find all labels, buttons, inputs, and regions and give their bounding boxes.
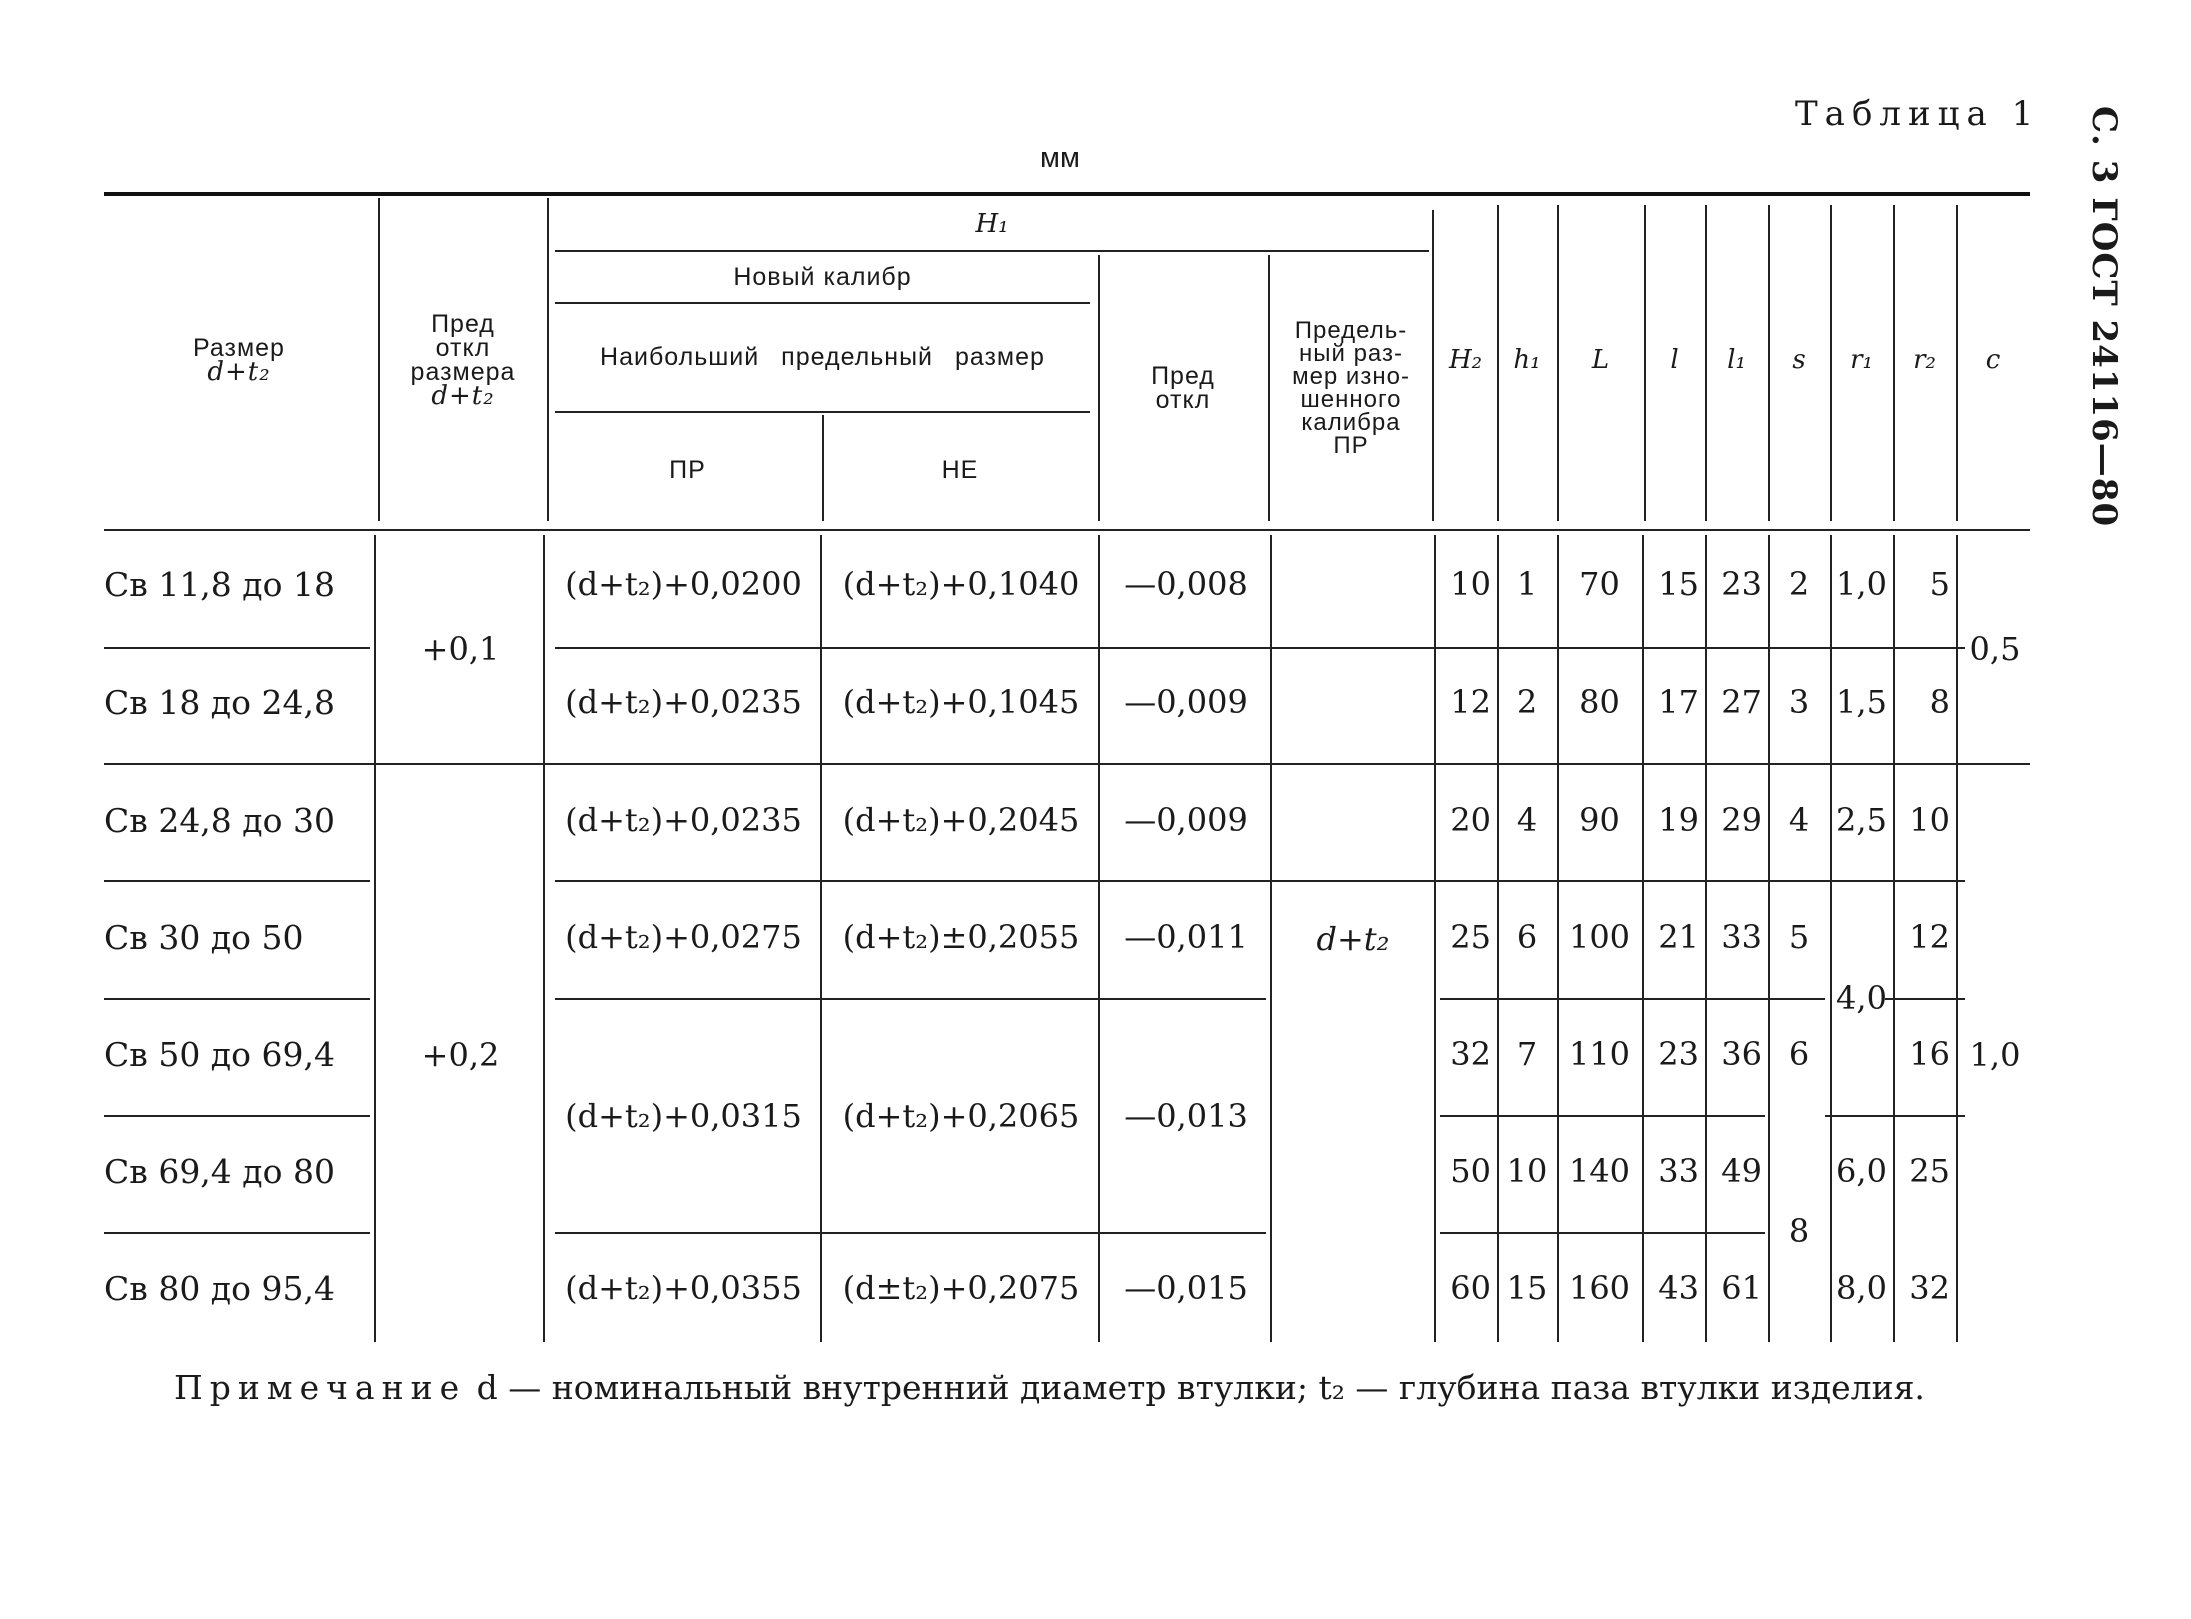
H2-cell: 25 — [1450, 918, 1491, 956]
l-cell: 17 — [1658, 683, 1699, 721]
header-size-symbol: d+t₂ — [207, 357, 271, 387]
side-header — [2084, 106, 2132, 528]
header-dev-symbol: d+t₂ — [431, 381, 495, 411]
header-ne: НЕ — [941, 456, 979, 484]
row-label: Св 24,8 до 30 — [104, 800, 335, 840]
l1-cell: 23 — [1721, 565, 1762, 603]
header-max-limit: Наибольший предельный размер — [600, 343, 1045, 371]
table-caption: Таблица 1 — [1795, 94, 2041, 134]
header-worn-line5: калибра — [1301, 408, 1401, 436]
s-cell: 4 — [1788, 801, 1810, 839]
row-rule — [555, 880, 1965, 882]
l1-cell: 27 — [1721, 683, 1762, 721]
header-pred-dev — [1100, 255, 1266, 520]
l1-cell: 36 — [1721, 1035, 1762, 1073]
header-h1: H₁ — [975, 209, 1009, 239]
table-note — [174, 1368, 1925, 1407]
H2-cell: 50 — [1450, 1152, 1491, 1190]
row-rule — [1440, 1232, 1765, 1234]
h1-cell: 2 — [1516, 683, 1538, 721]
header-worn-gauge — [1272, 255, 1430, 520]
header-s: s — [1792, 345, 1806, 375]
c-cell-merged-2: 1,0 — [1969, 1035, 2021, 1074]
rule-under-h1 — [555, 250, 1429, 252]
ne-cell: (d+t₂)±0,2055 — [842, 918, 1080, 956]
header-pred-line2: откл — [1155, 385, 1211, 414]
s-cell: 2 — [1788, 565, 1810, 603]
row-label: Св 50 до 69,4 — [104, 1034, 335, 1074]
l-cell: 19 — [1658, 801, 1699, 839]
row-rule — [555, 1232, 1266, 1234]
header-pred-line1: Пред — [1151, 361, 1215, 390]
dev-cell: —0,015 — [1124, 1269, 1248, 1307]
header-H2: H₂ — [1448, 345, 1483, 375]
pr-cell: (d+t₂)+0,0200 — [565, 565, 802, 603]
ne-cell: (d+t₂)+0,1040 — [842, 565, 1080, 603]
r2-cell: 25 — [1909, 1152, 1950, 1190]
r2-cell: 10 — [1909, 801, 1950, 839]
table-top-rule — [104, 192, 2030, 196]
header-size-label: Размер — [193, 334, 285, 362]
s-cell-merged: 8 — [1788, 1211, 1810, 1250]
r1-cell-merged: 4,0 — [1836, 978, 1887, 1017]
l-cell: 15 — [1658, 565, 1699, 603]
row-label: Св 18 до 24,8 — [104, 682, 335, 722]
L-cell: 70 — [1579, 565, 1620, 603]
dev-cell: —0,009 — [1124, 683, 1248, 721]
r1-cell: 1,5 — [1836, 683, 1887, 721]
h1-cell: 1 — [1516, 565, 1538, 603]
dev-cell: —0,008 — [1124, 565, 1248, 603]
row-label: Св 30 до 50 — [104, 917, 304, 957]
row-rule — [555, 647, 1965, 649]
header-dev-line3: размера — [410, 358, 516, 386]
header-pr: ПР — [669, 456, 706, 484]
side-header-text: С. 3 ГОСТ 24116—80 — [2084, 106, 2124, 528]
ne-cell: (d+t₂)+0,1045 — [842, 683, 1080, 721]
row-rule — [1825, 1115, 1965, 1117]
header-size — [104, 200, 374, 520]
r1-cell: 2,5 — [1836, 801, 1887, 839]
header-dev-line2: откл — [435, 334, 491, 362]
header-worn-line4: шенного — [1300, 385, 1402, 413]
header-worn-line3: мер изно- — [1292, 362, 1410, 390]
col-rule — [543, 535, 545, 1342]
row-rule — [104, 1232, 370, 1234]
l-cell: 23 — [1658, 1035, 1699, 1073]
s-cell: 5 — [1788, 918, 1810, 956]
r2-cell: 32 — [1909, 1269, 1950, 1307]
row-label: Св 69,4 до 80 — [104, 1151, 335, 1191]
L-cell: 110 — [1568, 1035, 1631, 1073]
L-cell: 80 — [1579, 683, 1620, 721]
r2-cell: 12 — [1909, 918, 1950, 956]
r2-cell: 8 — [1929, 683, 1950, 721]
r1-cell: 6,0 — [1836, 1152, 1887, 1190]
row-rule — [104, 763, 2030, 765]
l1-cell: 33 — [1721, 918, 1762, 956]
row-rule — [104, 647, 370, 649]
s-cell: 3 — [1788, 683, 1810, 721]
s-cell: 6 — [1788, 1035, 1810, 1073]
dev-cell: —0,009 — [1124, 801, 1248, 839]
header-c: c — [1985, 345, 2001, 375]
dev-cell: —0,011 — [1124, 918, 1248, 956]
L-cell: 140 — [1568, 1152, 1631, 1190]
row-label: Св 80 до 95,4 — [104, 1268, 335, 1308]
h1-cell: 6 — [1516, 918, 1538, 956]
header-worn-line1: Предель- — [1294, 316, 1408, 344]
r1-cell: 8,0 — [1836, 1269, 1887, 1307]
H2-cell: 10 — [1450, 565, 1491, 603]
header-l: l — [1670, 345, 1679, 375]
header-l1: l₁ — [1727, 345, 1746, 375]
header-h1-small: h₁ — [1513, 345, 1541, 375]
pr-cell: (d+t₂)+0,0235 — [565, 801, 802, 839]
h1-cell: 7 — [1516, 1035, 1538, 1073]
pr-cell: (d+t₂)+0,0355 — [565, 1269, 802, 1307]
col-rule — [820, 535, 822, 1342]
H2-cell: 32 — [1450, 1035, 1491, 1073]
H2-cell: 60 — [1450, 1269, 1491, 1307]
h1-cell: 15 — [1506, 1269, 1548, 1307]
h1-cell: 4 — [1516, 801, 1538, 839]
row-rule — [104, 998, 370, 1000]
r1-cell: 1,0 — [1836, 565, 1887, 603]
pr-cell-merged: (d+t₂)+0,0315 — [565, 1097, 802, 1135]
header-L: L — [1591, 345, 1610, 375]
col-rule — [1268, 255, 1270, 521]
col-rule — [1098, 535, 1100, 1342]
H2-cell: 20 — [1450, 801, 1491, 839]
row-rule — [1440, 1115, 1765, 1117]
rule-under-max-limit — [555, 411, 1090, 413]
row-rule — [555, 998, 1266, 1000]
header-dev-line1: Пред — [431, 310, 495, 338]
ne-cell-merged: (d+t₂)+0,2065 — [842, 1097, 1080, 1135]
L-cell: 160 — [1568, 1269, 1631, 1307]
row-rule — [104, 1115, 370, 1117]
c-cell-merged-1: 0,5 — [1969, 630, 2021, 668]
l1-cell: 49 — [1721, 1152, 1762, 1190]
header-new-gauge: Новый калибр — [733, 263, 912, 291]
note-text: d — номинальный внутренний диаметр втулки; t₂ — глубина паза втулки изделия. — [476, 1368, 1925, 1407]
H2-cell: 12 — [1450, 683, 1491, 721]
dev-cell-merged: —0,013 — [1124, 1097, 1248, 1135]
ne-cell: (d±t₂)+0,2075 — [842, 1269, 1080, 1307]
header-worn-line2: ный раз- — [1299, 339, 1403, 367]
l1-cell: 29 — [1721, 801, 1762, 839]
header-bottom-rule — [104, 529, 2030, 531]
row-rule — [104, 880, 370, 882]
deviation-merged-2: +0,2 — [421, 1035, 500, 1074]
note-label: Примечание — [174, 1368, 467, 1407]
L-cell: 90 — [1579, 801, 1620, 839]
deviation-merged-1: +0,1 — [421, 630, 500, 668]
worn-gauge-merged: d+t₂ — [1316, 919, 1390, 958]
row-label: Св 11,8 до 18 — [104, 564, 335, 604]
header-r2: r₂ — [1913, 345, 1936, 375]
ne-cell: (d+t₂)+0,2045 — [842, 801, 1080, 839]
l1-cell: 61 — [1721, 1269, 1762, 1307]
pr-cell: (d+t₂)+0,0275 — [565, 918, 802, 956]
l-cell: 21 — [1658, 918, 1699, 956]
header-worn-line6: ПР — [1333, 431, 1369, 459]
r2-cell: 16 — [1909, 1035, 1950, 1073]
l-cell: 43 — [1658, 1269, 1699, 1307]
units-label: мм — [1040, 142, 1080, 174]
rule-under-new-gauge — [555, 302, 1090, 304]
L-cell: 100 — [1568, 918, 1631, 956]
l-cell: 33 — [1658, 1152, 1699, 1190]
header-r1: r₁ — [1850, 345, 1873, 375]
header-deviation — [380, 200, 546, 520]
col-rule — [547, 198, 549, 521]
r2-cell: 5 — [1929, 565, 1950, 603]
pr-cell: (d+t₂)+0,0235 — [565, 683, 802, 721]
col-rule — [1956, 535, 1958, 1342]
col-rule — [374, 535, 376, 1342]
row-rule — [1885, 998, 1965, 1000]
h1-cell: 10 — [1506, 1152, 1548, 1190]
